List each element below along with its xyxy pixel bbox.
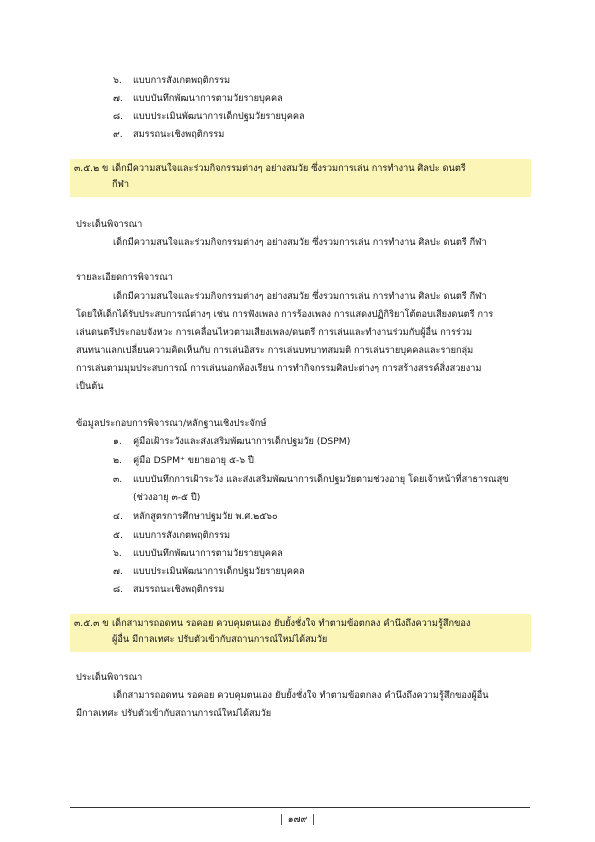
list-number: ๖.	[113, 548, 122, 559]
list-text: สมรรถนะเชิงพฤติกรรม	[133, 584, 225, 595]
indicator-box	[70, 159, 531, 197]
list-text: แบบประเมินพัฒนาการเด็กปฐมวัยรายบุคคล	[133, 111, 305, 122]
issue-text: เด็กมีความสนใจและร่วมกิจกรรมต่างๆ อย่างสมวัย ซึ่งรวมการเล่น การทำงาน ศิลปะ ดนตรี กีฬา	[113, 237, 487, 248]
detail-line: โดยให้เด็กได้รับประสบการณ์ต่างๆ เช่น การฟังเพลง การร้องเพลง การแสดงปฏิกิริยาโต้ตอบเสียงดนตรี การ	[76, 309, 494, 320]
list-number: ๓.	[113, 474, 123, 485]
detail-line: เล่นดนตรีประกอบจังหวะ การเคลื่อนไหวตามเสียงเพลง/ดนตรี การเล่นและทำงานร่วมกับผู้อื่น การร่วม	[76, 327, 473, 338]
list-text: (ช่วงอายุ ๓-๕ ปี)	[133, 492, 201, 503]
indicator-text-line1: เด็กสามารถอดทน รอคอย ควบคุมตนเอง ยับยั้งชั่งใจ ทำตามข้อตกลง คำนึงถึงความรู้สึกของ	[112, 618, 471, 629]
evidence-heading: ข้อมูลประกอบการพิจารณา/หลักฐานเชิงประจักษ์	[76, 418, 267, 429]
page-number-text: ๑๗๙	[281, 814, 314, 825]
list-number: ๖.	[113, 75, 122, 86]
list-text: แบบบันทึกพัฒนาการตามวัยรายบุคคล	[133, 548, 283, 559]
detail-heading: รายละเอียดการพิจารณา	[76, 272, 173, 283]
detail-line: เป็นต้น	[76, 381, 104, 392]
indicator-text-line2: ผู้อื่น มีกาลเทศะ ปรับตัวเข้ากับสถานการณ์ใหม่ได้สมวัย	[112, 634, 328, 645]
list-number: ๙.	[113, 129, 123, 140]
list-number: ๘.	[113, 584, 124, 595]
list-number: ๗.	[113, 566, 123, 577]
indicator-text-line2: กีฬา	[112, 179, 130, 190]
list-number: ๑.	[113, 436, 122, 447]
list-text: หลักสูตรการศึกษาปฐมวัย พ.ศ.๒๕๖๐	[133, 511, 278, 522]
list-number: ๗.	[113, 93, 123, 104]
issue-heading: ประเด็นพิจารณา	[76, 672, 143, 683]
list-text: คู่มือเฝ้าระวังและส่งเสริมพัฒนาการเด็กปฐมวัย (DSPM)	[133, 436, 351, 447]
issue-text-line: เด็กสามารถอดทน รอคอย ควบคุมตนเอง ยับยั้งชั่งใจ ทำตามข้อตกลง คำนึงถึงความรู้สึกของผู้อื่น	[113, 690, 489, 701]
list-text: แบบประเมินพัฒนาการเด็กปฐมวัยรายบุคคล	[133, 566, 305, 577]
list-text: แบบการสังเกตพฤติกรรม	[133, 530, 231, 541]
list-number: ๒.	[113, 455, 122, 466]
indicator-code: ๓.๕.๒ ข	[74, 163, 109, 174]
indicator-text-line1: เด็กมีความสนใจและร่วมกิจกรรมต่างๆ อย่างสมวัย ซึ่งรวมการเล่น การทำงาน ศิลปะ ดนตรี	[112, 163, 466, 174]
page-number	[0, 814, 595, 826]
list-number: ๕.	[113, 530, 123, 541]
indicator-code: ๓.๕.๓ ข	[74, 618, 109, 629]
list-text: แบบบันทึกการเฝ้าระวัง และส่งเสริมพัฒนาการเด็กปฐมวัยตามช่วงอายุ โดยเจ้าหน้าที่สาธารณสุข	[133, 474, 509, 485]
list-number: ๔.	[113, 511, 123, 522]
footer-rule	[70, 807, 530, 808]
issue-heading: ประเด็นพิจารณา	[76, 219, 143, 230]
issue-text-line: มีกาลเทศะ ปรับตัวเข้ากับสถานการณ์ใหม่ได้สมวัย	[76, 708, 272, 719]
list-text: แบบการสังเกตพฤติกรรม	[133, 75, 231, 86]
detail-line: เด็กมีความสนใจและร่วมกิจกรรมต่างๆ อย่างสมวัย ซึ่งรวมการเล่น การทำงาน ศิลปะ ดนตรี กีฬา	[113, 291, 487, 302]
detail-line: การเล่นตามมุมประสบการณ์ การเล่นนอกห้องเรียน การทำกิจกรรมศิลปะต่างๆ การสร้างสรรค์สิ่งสวยงาม	[76, 363, 482, 374]
indicator-box	[70, 614, 531, 652]
list-text: คู่มือ DSPM⁺ ขยายอายุ ๕-๖ ปี	[133, 455, 254, 466]
list-number: ๘.	[113, 111, 124, 122]
list-text: สมรรถนะเชิงพฤติกรรม	[133, 129, 225, 140]
list-text: แบบบันทึกพัฒนาการตามวัยรายบุคคล	[133, 93, 283, 104]
detail-line: สนทนาแลกเปลี่ยนความคิดเห็นกับ การเล่นอิสระ การเล่นบทบาทสมมติ การเล่นรายบุคคลและรายกลุ่ม	[76, 345, 474, 356]
